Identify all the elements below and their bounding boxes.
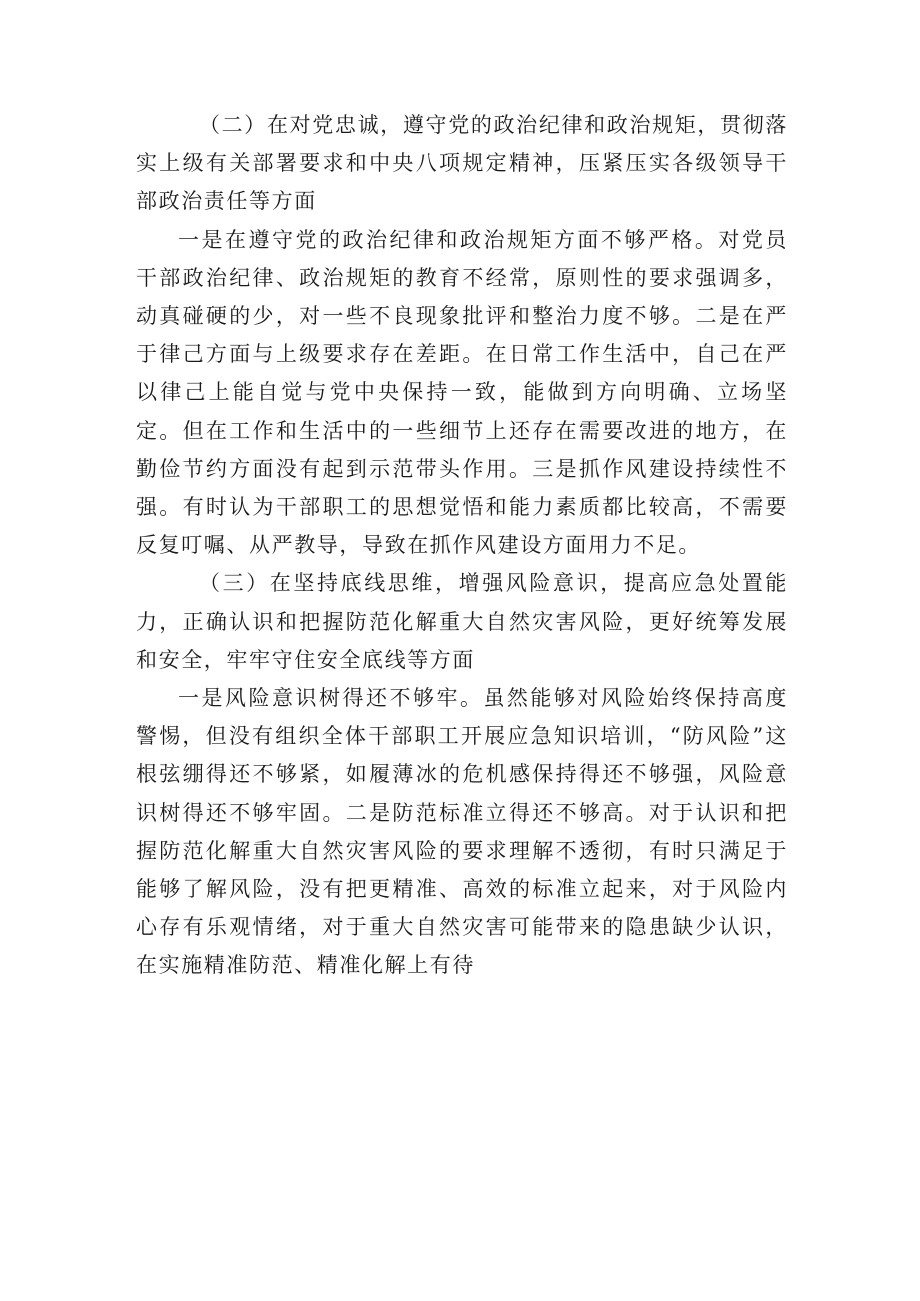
document-page xyxy=(136,106,788,985)
section-2-body: 一是在遵守党的政治纪律和政治规矩方面不够严格。对党员干部政治纪律、政治规矩的教育不经常，原则性的要求强调多，动真碰硬的少，对一些不良现象批评和整治力度不够。二是在严于律己方面与上级要求存在差距。在日常工作生活中，自己在严以律己上能自觉与党中央保持一致，能做到方向明确、立场坚定。但在工作和生活中的一些细节上还存在需要改进的地方，在勤俭节约方面没有起到示范带头作用。三是抓作风建设持续性不强。有时认为干部职工的思想觉悟和能力素质都比较高，不需要反复叮嘱、从严教导，导致在抓作风建设方面用力不足。 xyxy=(136,227,788,558)
section-3-body: 一是风险意识树得还不够牢。虽然能够对风险始终保持高度警惕，但没有组织全体干部职工开展应急知识培训，“防风险”这根弦绷得还不够紧，如履薄冰的危机感保持得还不够强，风险意识树得还不够牢固。二是防范标准立得还不够高。对于认识和把握防范化解重大自然灾害风险的要求理解不透彻，有时只满足于能够了解风险，没有把更精准、高效的标准立起来，对于风险内心存有乐观情绪，对于重大自然灾害可能带来的隐患缺少认识，在实施精准防范、精准化解上有待 xyxy=(136,686,788,978)
section-3-heading: （三）在坚持底线思维，增强风险意识，提高应急处置能力，正确认识和把握防范化解重大自然灾害风险，更好统筹发展和安全，牢牢守住安全底线等方面 xyxy=(136,571,788,672)
section-2-heading: （二）在对党忠诚，遵守党的政治纪律和政治规矩，贯彻落实上级有关部署要求和中央八项规定精神，压紧压实各级领导干部政治责任等方面 xyxy=(136,113,788,214)
